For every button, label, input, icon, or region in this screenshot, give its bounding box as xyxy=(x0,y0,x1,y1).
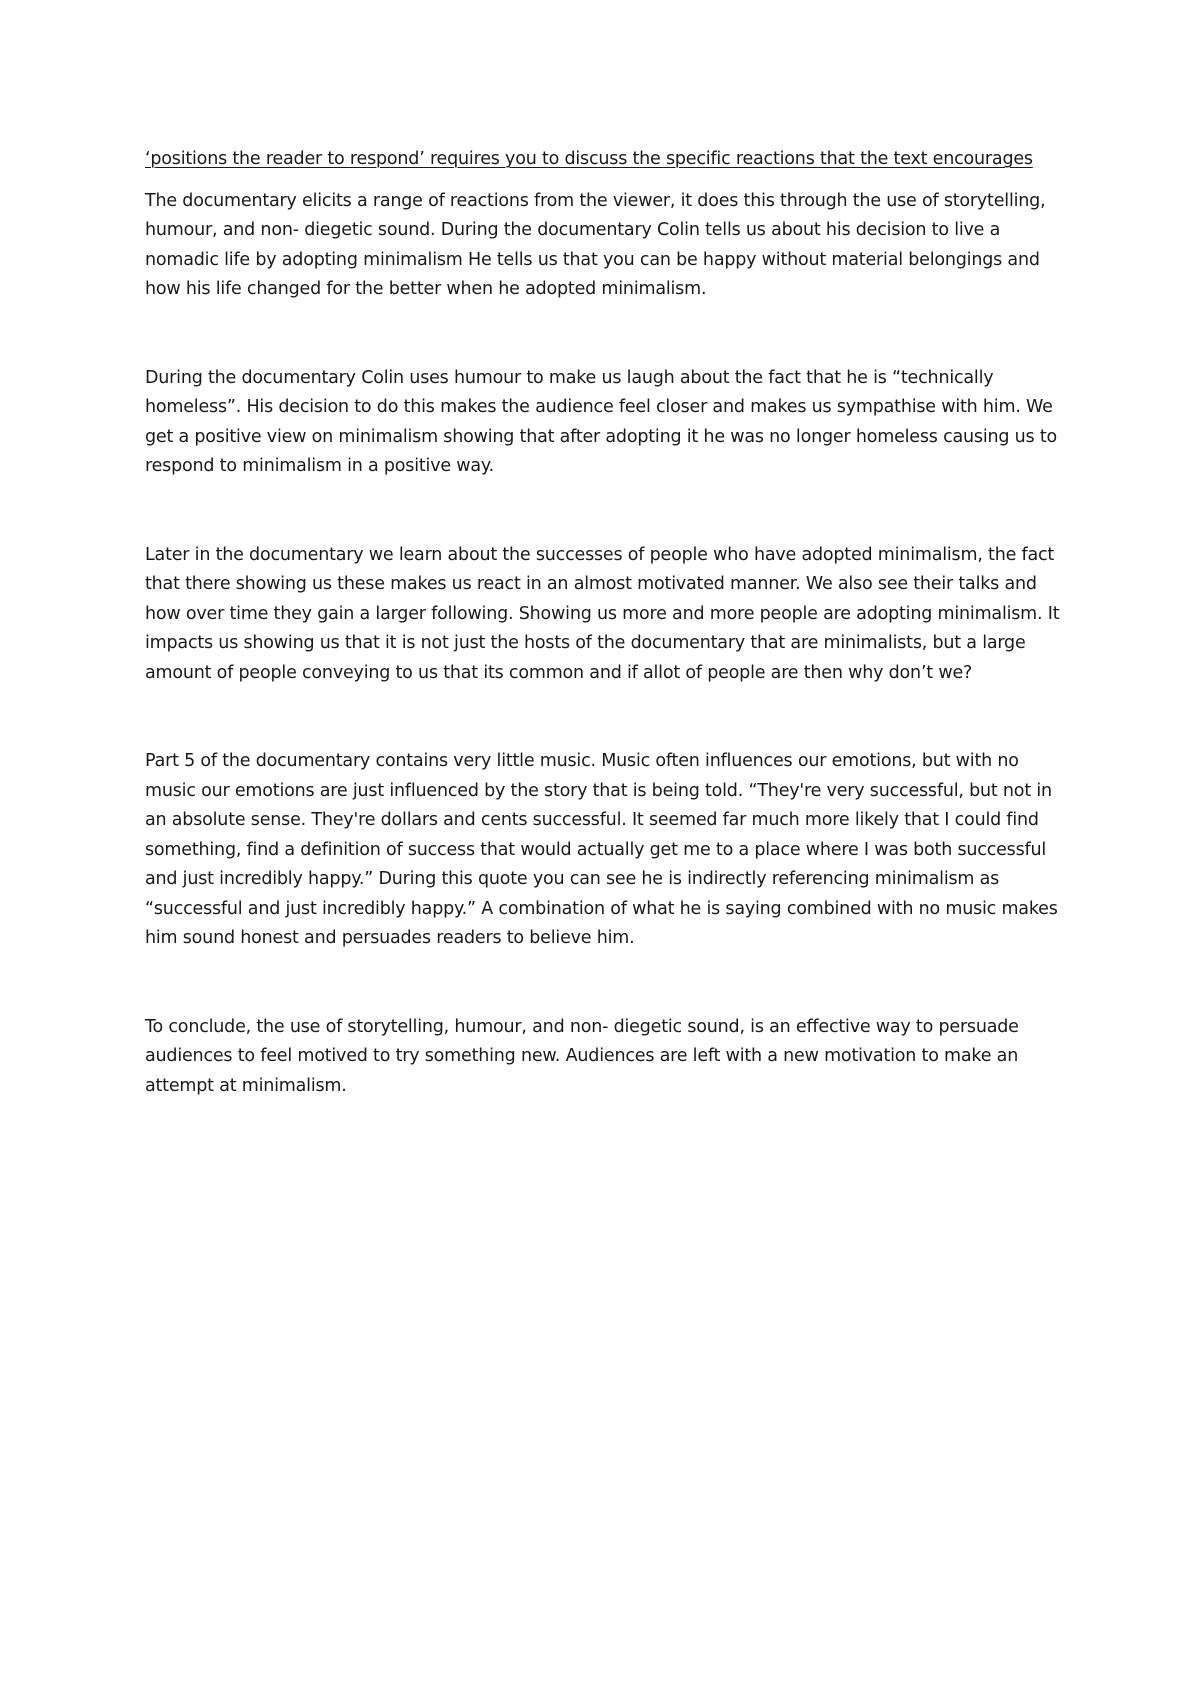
paragraph-introduction: The documentary elicits a range of reactions from the viewer, it does this through the use of storytelling, humour, and non- diegetic sound. During the documentary Colin tells us about his decision to live a nomadic life by adopting minimalism He tells us that you can be happy without material belongings and how his life changed for the better when he adopted minimalism. xyxy=(145,190,1046,299)
paragraph-successes: Later in the documentary we learn about the successes of people who have adopted minimalism, the fact that there showing us these makes us react in an almost motivated manner. We also see their talks and how over time they gain a larger following. Showing us more and more people are adopting minimalism. It impacts us showing us that it is not just the hosts of the documentary that are minimalists, but a large amount of people conveying to us that its common and if allot of people are then why don’t we? xyxy=(145,544,1060,683)
paragraph-music: Part 5 of the documentary contains very little music. Music often influences our emotions, but with no music our emotions are just influenced by the story that is being told. “They're very successful, but not in an absolute sense. They're dollars and cents successful. It seemed far much more likely that I could find something, find a definition of success that would actually get me to a place where I was both successful and just incredibly happy.” During this quote you can see he is indirectly referencing minimalism as “successful and just incredibly happy.” A combination of what he is saying combined with no music makes him sound honest and persuades readers to believe him. xyxy=(145,751,1058,948)
document-body xyxy=(145,145,1070,1101)
paragraph-humour: During the documentary Colin uses humour to make us laugh about the fact that he is “technically homeless”. His decision to do this makes the audience feel closer and makes us sympathise with him. We get a positive view on minimalism showing that after adopting it he was no longer homeless causing us to respond to minimalism in a positive way. xyxy=(145,367,1057,476)
paragraph-spacer xyxy=(145,305,1070,364)
paragraph-conclusion: To conclude, the use of storytelling, humour, and non- diegetic sound, is an effective way to persuade audiences to feel motived to try something new. Audiences are left with a new motivation to make an attempt at minimalism. xyxy=(145,1016,1019,1096)
task-heading: ‘positions the reader to respond’ requires you to discuss the specific reactions that the text encourages xyxy=(145,149,1033,169)
paragraph-spacer xyxy=(145,688,1070,747)
paragraph-spacer xyxy=(145,482,1070,541)
paragraph-spacer xyxy=(145,954,1070,1013)
